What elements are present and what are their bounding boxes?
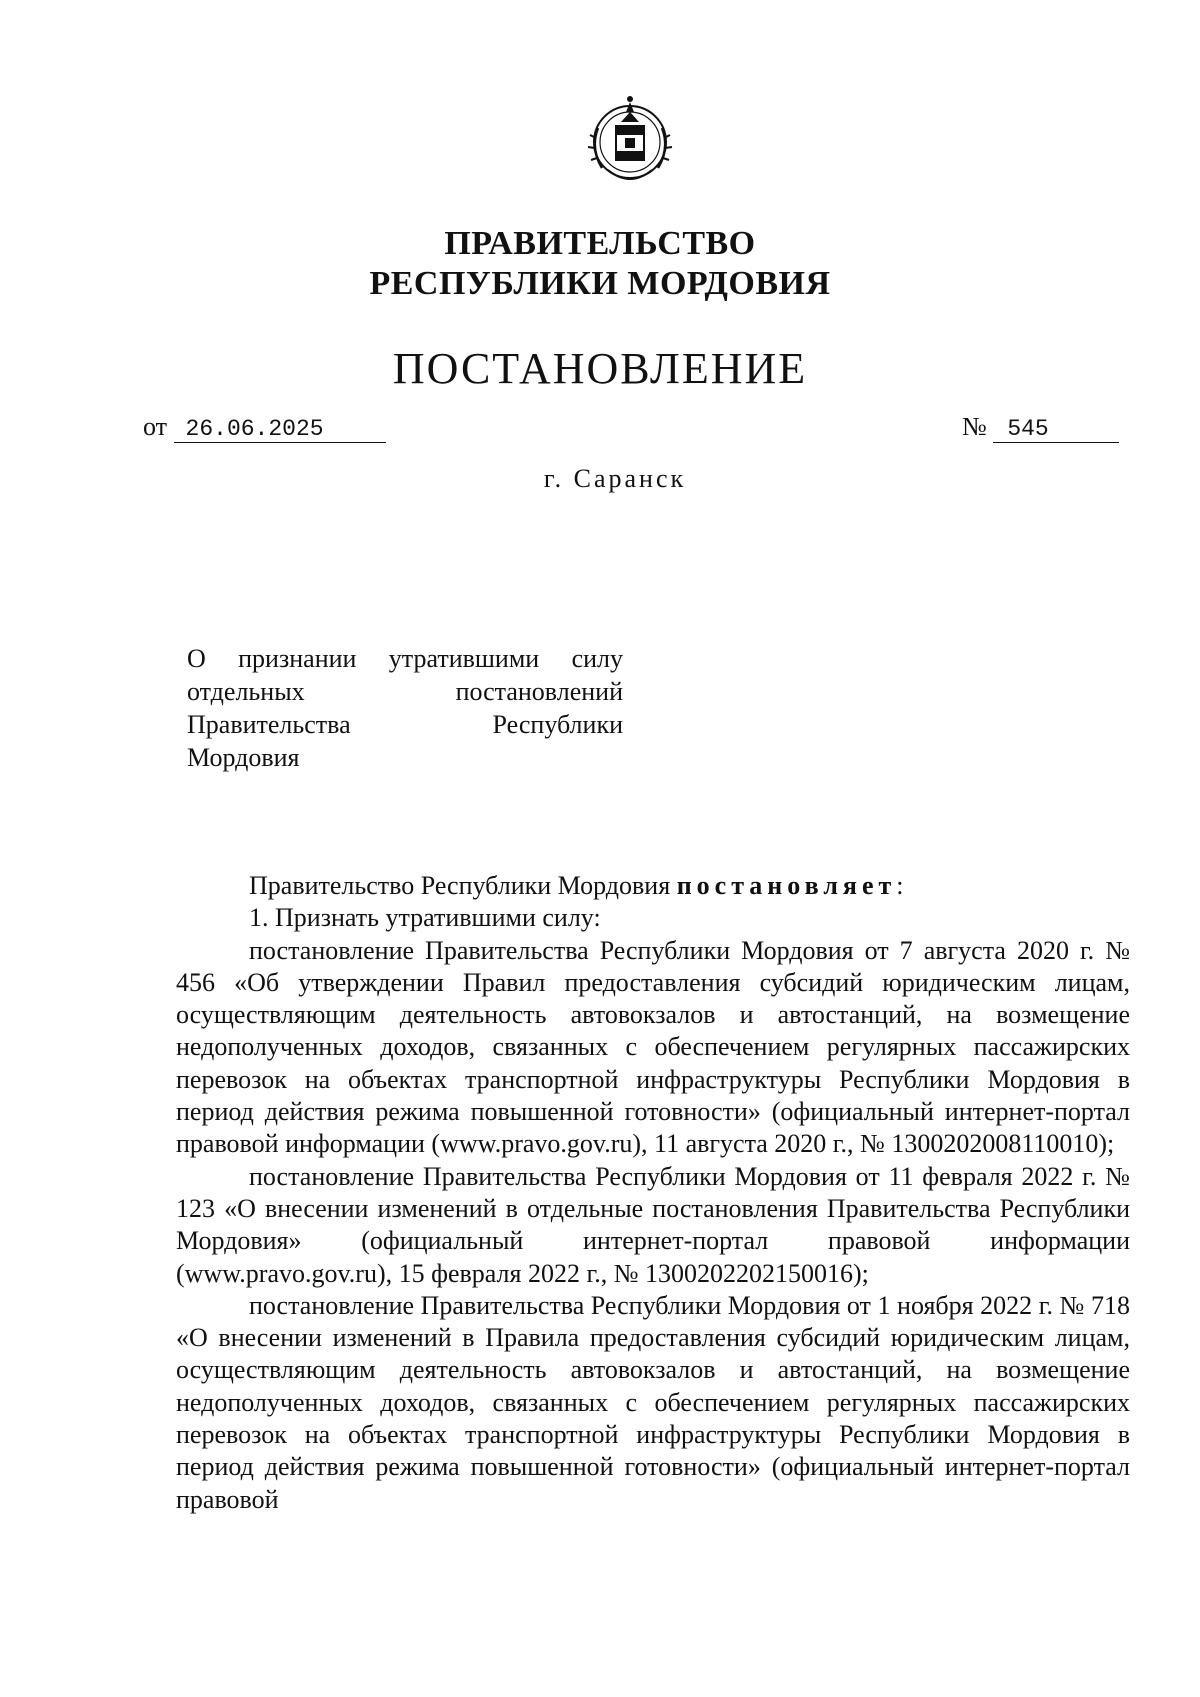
intro-text: Правительство Республики Мордовия: [249, 871, 677, 900]
item-1: 1. Признать утратившими силу:: [249, 903, 601, 933]
number-prefix: №: [962, 412, 987, 441]
intro-paragraph: [176, 870, 1130, 902]
document-subject: [187, 642, 623, 774]
subject-line: Правительства Республики: [187, 710, 623, 739]
date-value: 26.06.2025: [174, 416, 386, 443]
document-body: [176, 870, 1130, 1516]
date-field: [143, 410, 386, 444]
document-type-title: ПОСТАНОВЛЕНИЕ: [392, 344, 808, 393]
government-name-line2: РЕСПУБЛИКИ МОРДОВИЯ: [369, 265, 831, 302]
subject-line: Мордовия: [187, 743, 300, 772]
government-name-line1: ПРАВИТЕЛЬСТВО: [444, 225, 756, 262]
intro-end: :: [896, 871, 904, 900]
city: г. Саранск: [543, 464, 687, 493]
body-paragraph: постановление Правительства Республики Мордовия от 1 ноября 2022 г. № 718 «О внесении изменений в Правила предоставления субсидий юридическим лицам, осуществляющим деятельность автовокзалов и автостанций, на возмещение недополученных доходов, связанных с обеспечением регулярных пассажирских перевозок на объектах транспортной инфраструктуры Республики Мордовия в период действия режима повышенной готовности» (официальный интернет-портал правовой: [176, 1290, 1130, 1514]
body-paragraph: постановление Правительства Республики Мордовия от 7 августа 2020 г. № 456 «Об утверждении Правил предоставления субсидий юридическим лицам, осуществляющим деятельность автовокзалов и автостанций, на возмещение недополученных доходов, связанных с обеспечением регулярных пассажирских перевозок на объектах транспортной инфраструктуры Республики Мордовия в период действия режима повышенной готовности» (официальный интернет-портал правовой информации (www.pravo.gov.ru), 11 августа 2020 г., № 1300202008110010);: [176, 935, 1130, 1159]
date-prefix: от: [143, 412, 168, 441]
coat-of-arms-emblem: [578, 88, 682, 192]
body-paragraph: постановление Правительства Республики Мордовия от 11 февраля 2022 г. № 123 «О внесении изменений в отдельные постановления Правительства Республики Мордовия» (официальный интернет-портал правовой информации (www.pravo.gov.ru), 15 февраля 2022 г., № 1300202202150016);: [176, 1161, 1130, 1288]
number-field: [962, 410, 1119, 444]
subject-line: отдельных постановлений: [187, 677, 623, 706]
number-value: 545: [993, 416, 1119, 443]
intro-resolves: постановляет: [676, 871, 897, 900]
subject-line: О признании утратившими силу: [187, 644, 623, 673]
